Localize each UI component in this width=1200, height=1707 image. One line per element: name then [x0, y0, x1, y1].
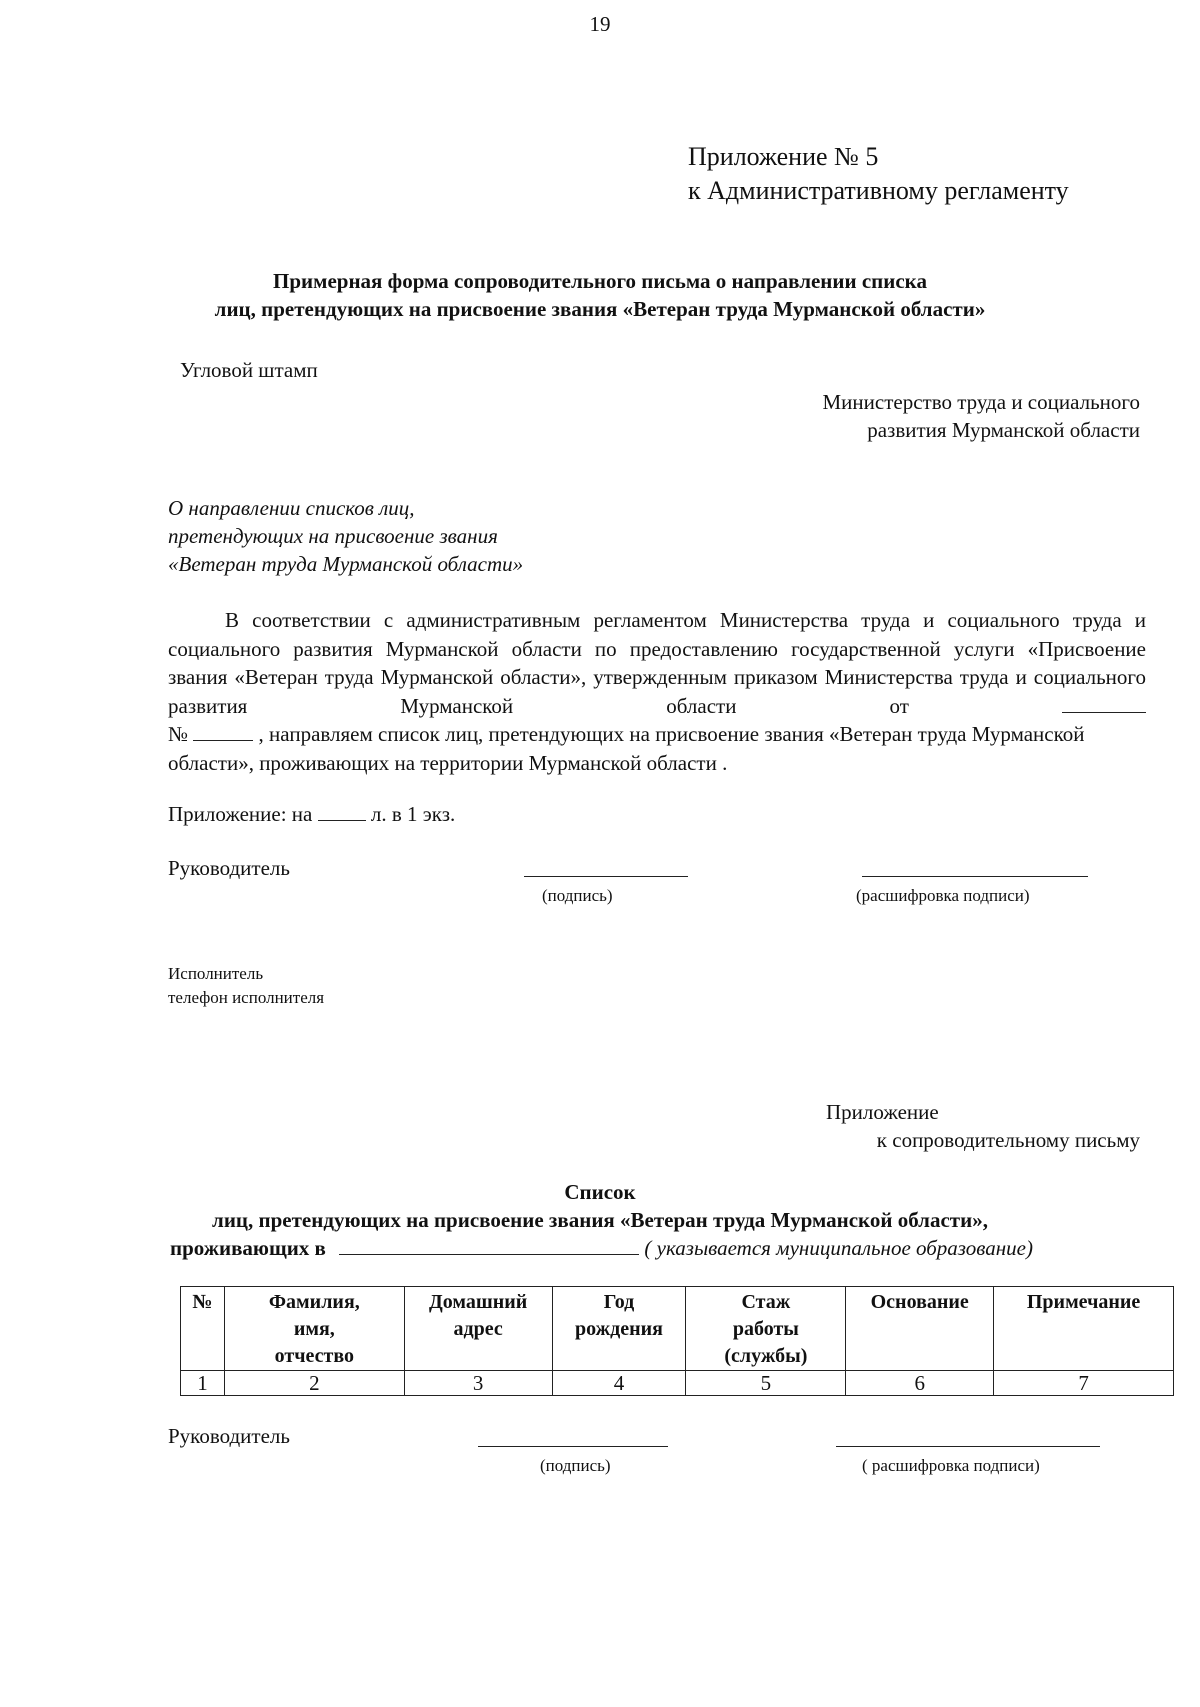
column-number-cell: 2 [224, 1371, 404, 1396]
corner-stamp-label: Угловой штамп [180, 358, 318, 382]
order-date-blank [1062, 694, 1146, 713]
annex-line-2: к Административному регламенту [688, 176, 1069, 205]
page-number: 19 [589, 12, 611, 36]
addressee-line-1: Министерство труда и социального [822, 390, 1140, 414]
column-number-cell: 4 [552, 1371, 686, 1396]
municipality-blank [339, 1236, 639, 1255]
column-header-full-name: Фамилия, имя, отчество [224, 1287, 404, 1371]
column-header-number: № [181, 1287, 225, 1371]
column-header-basis: Основание [846, 1287, 994, 1371]
body-text-part-2: , направляем список лиц, претендующих на присвоение звания «Ветеран труда Мурманской области», проживающих на территории Мурманской области . [168, 722, 1085, 775]
body-paragraph [168, 606, 1146, 777]
form-title-line-1: Примерная форма сопроводительного письма о направлении списка [273, 269, 927, 293]
column-header-work-experience: Стаж работы (службы) [686, 1287, 846, 1371]
head-label: Руководитель [168, 856, 290, 880]
column-number-cell: 6 [846, 1371, 994, 1396]
subject-line-1: О направлении списков лиц, [168, 496, 415, 520]
signature-caption-2: (подпись) [540, 1456, 611, 1475]
column-header-note: Примечание [994, 1287, 1174, 1371]
signature-line [524, 876, 688, 877]
table-header-row [181, 1287, 1174, 1371]
executor-label: Исполнитель [168, 964, 264, 983]
subject-line-2: претендующих на присвоение звания [168, 524, 498, 548]
decoding-caption: (расшифровка подписи) [856, 886, 1030, 905]
letter-annex-line-2: к сопроводительному письму [876, 1128, 1140, 1152]
list-title: Список [564, 1180, 636, 1204]
signature-decoding-line-2 [836, 1446, 1100, 1447]
addressee-line-2: развития Мурманской области [867, 418, 1140, 442]
column-header-home-address: Домашний адрес [404, 1287, 552, 1371]
column-number-cell: 1 [181, 1371, 225, 1396]
residence-line [170, 1236, 1033, 1261]
letter-annex-line-1: Приложение [826, 1100, 939, 1124]
decoding-caption-2: ( расшифровка подписи) [862, 1456, 1040, 1475]
signature-decoding-line [862, 876, 1088, 877]
column-number-cell: 3 [404, 1371, 552, 1396]
annex-line-1: Приложение № 5 [688, 142, 879, 171]
attachment-line [168, 802, 455, 827]
list-subtitle: лиц, претендующих на присвоение звания «Ветеран труда Мурманской области», [212, 1208, 988, 1232]
number-sign: № [168, 722, 189, 746]
signature-line-2 [478, 1446, 668, 1447]
order-number-blank [193, 722, 253, 741]
body-text-part-1: В соответствии с административным регламентом Министерства труда и социального труда и социального развития Мурманской области по предоставлению государственной услуги «Присвоение звания «Ветеран труда Мурманской области», утвержденным приказом Министерства труда и социального развития Мурманской области от [168, 608, 1146, 718]
executor-phone-label: телефон исполнителя [168, 988, 325, 1007]
form-title-line-2: лиц, претендующих на присвоение звания «Ветеран труда Мурманской области» [214, 297, 986, 321]
head-label-2: Руководитель [168, 1424, 290, 1448]
attachment-prefix: Приложение: на [168, 802, 313, 826]
residence-hint: ( указывается муниципальное образование) [644, 1236, 1033, 1260]
sheet-count-blank [318, 802, 366, 821]
table-row [181, 1371, 1174, 1396]
subject-line-3: «Ветеран труда Мурманской области» [168, 552, 524, 576]
signature-caption: (подпись) [542, 886, 613, 905]
column-number-cell: 5 [686, 1371, 846, 1396]
column-header-birth-year: Год рождения [552, 1287, 686, 1371]
attachment-suffix: л. в 1 экз. [370, 802, 456, 826]
residence-prefix: проживающих в [170, 1236, 326, 1260]
column-number-cell: 7 [994, 1371, 1174, 1396]
candidates-table [180, 1286, 1174, 1396]
